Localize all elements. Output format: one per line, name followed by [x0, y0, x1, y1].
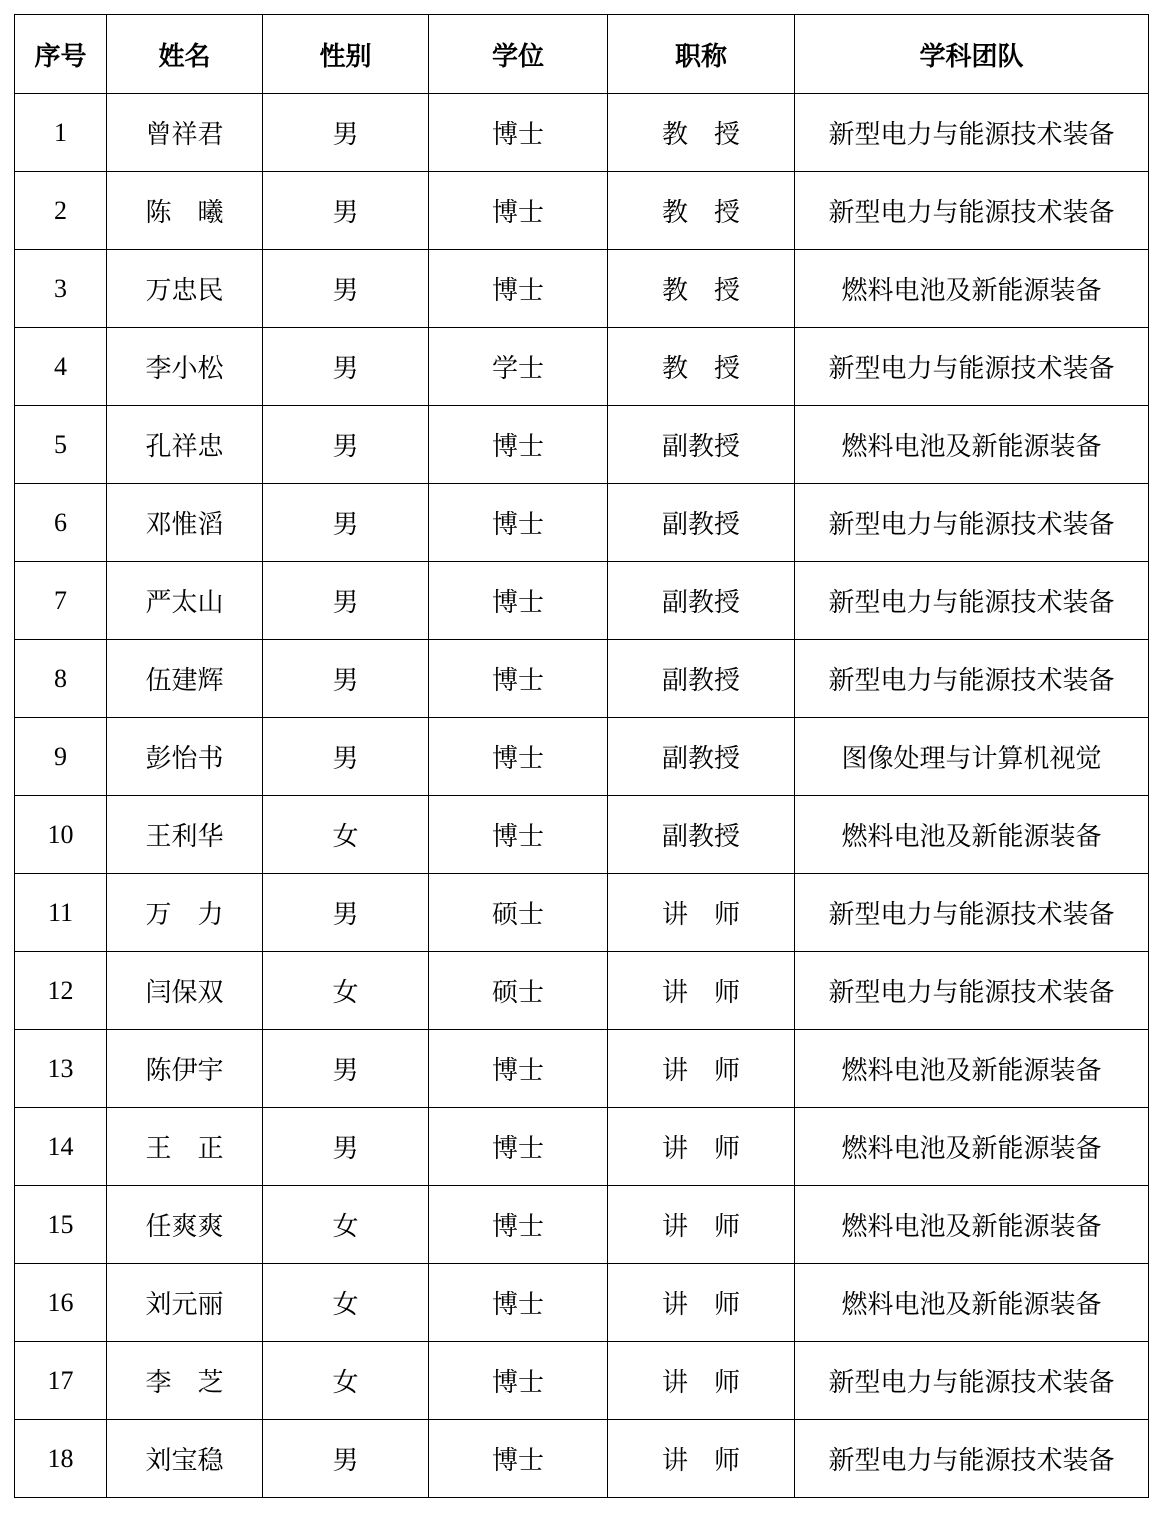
- cell-name: 陈伊宇: [107, 1030, 263, 1108]
- cell-no: 12: [15, 952, 107, 1030]
- header-name: 姓名: [107, 15, 263, 94]
- cell-degree: 博士: [429, 796, 608, 874]
- cell-degree: 博士: [429, 1342, 608, 1420]
- cell-title: 教 授: [608, 250, 795, 328]
- table-row: [15, 1030, 1149, 1108]
- cell-team: 图像处理与计算机视觉: [795, 718, 1149, 796]
- cell-title: 讲 师: [608, 1342, 795, 1420]
- cell-gender: 女: [263, 1264, 429, 1342]
- cell-no: 18: [15, 1420, 107, 1498]
- cell-degree: 博士: [429, 1264, 608, 1342]
- header-row: [15, 15, 1149, 94]
- cell-title: 讲 师: [608, 1420, 795, 1498]
- cell-no: 5: [15, 406, 107, 484]
- cell-gender: 女: [263, 1186, 429, 1264]
- cell-team: 新型电力与能源技术装备: [795, 1342, 1149, 1420]
- cell-name: 万忠民: [107, 250, 263, 328]
- cell-name: 任爽爽: [107, 1186, 263, 1264]
- cell-title: 副教授: [608, 562, 795, 640]
- cell-title: 讲 师: [608, 1186, 795, 1264]
- header-team: 学科团队: [795, 15, 1149, 94]
- table-row: [15, 874, 1149, 952]
- header-no: 序号: [15, 15, 107, 94]
- cell-name: 刘宝稳: [107, 1420, 263, 1498]
- cell-gender: 男: [263, 172, 429, 250]
- cell-no: 8: [15, 640, 107, 718]
- cell-title: 副教授: [608, 484, 795, 562]
- cell-title: 副教授: [608, 796, 795, 874]
- cell-name: 李 芝: [107, 1342, 263, 1420]
- table-row: [15, 484, 1149, 562]
- cell-degree: 博士: [429, 250, 608, 328]
- cell-team: 燃料电池及新能源装备: [795, 1186, 1149, 1264]
- cell-team: 燃料电池及新能源装备: [795, 406, 1149, 484]
- cell-no: 17: [15, 1342, 107, 1420]
- cell-name: 彭怡书: [107, 718, 263, 796]
- cell-title: 副教授: [608, 406, 795, 484]
- table-row: [15, 1186, 1149, 1264]
- cell-no: 16: [15, 1264, 107, 1342]
- cell-degree: 学士: [429, 328, 608, 406]
- cell-name: 闫保双: [107, 952, 263, 1030]
- cell-gender: 男: [263, 406, 429, 484]
- table-row: [15, 328, 1149, 406]
- cell-team: 新型电力与能源技术装备: [795, 640, 1149, 718]
- table-row: [15, 250, 1149, 328]
- cell-team: 新型电力与能源技术装备: [795, 874, 1149, 952]
- cell-no: 3: [15, 250, 107, 328]
- cell-gender: 男: [263, 562, 429, 640]
- cell-name: 严太山: [107, 562, 263, 640]
- cell-gender: 男: [263, 718, 429, 796]
- cell-degree: 博士: [429, 484, 608, 562]
- cell-no: 6: [15, 484, 107, 562]
- cell-no: 4: [15, 328, 107, 406]
- table-row: [15, 1420, 1149, 1498]
- cell-team: 燃料电池及新能源装备: [795, 250, 1149, 328]
- cell-name: 邓惟滔: [107, 484, 263, 562]
- table-row: [15, 1342, 1149, 1420]
- cell-degree: 博士: [429, 94, 608, 172]
- table-row: [15, 406, 1149, 484]
- cell-no: 2: [15, 172, 107, 250]
- header-title: 职称: [608, 15, 795, 94]
- cell-team: 新型电力与能源技术装备: [795, 328, 1149, 406]
- cell-team: 新型电力与能源技术装备: [795, 484, 1149, 562]
- cell-gender: 男: [263, 484, 429, 562]
- table-row: [15, 562, 1149, 640]
- cell-title: 讲 师: [608, 1108, 795, 1186]
- table-body: [15, 94, 1149, 1498]
- cell-name: 刘元丽: [107, 1264, 263, 1342]
- cell-degree: 硕士: [429, 874, 608, 952]
- cell-team: 燃料电池及新能源装备: [795, 1030, 1149, 1108]
- cell-title: 教 授: [608, 172, 795, 250]
- cell-team: 燃料电池及新能源装备: [795, 796, 1149, 874]
- cell-degree: 硕士: [429, 952, 608, 1030]
- cell-degree: 博士: [429, 718, 608, 796]
- cell-no: 10: [15, 796, 107, 874]
- cell-team: 新型电力与能源技术装备: [795, 562, 1149, 640]
- cell-degree: 博士: [429, 562, 608, 640]
- table-header: [15, 15, 1149, 94]
- cell-gender: 男: [263, 1030, 429, 1108]
- cell-title: 讲 师: [608, 1264, 795, 1342]
- cell-title: 副教授: [608, 718, 795, 796]
- cell-gender: 男: [263, 94, 429, 172]
- cell-name: 孔祥忠: [107, 406, 263, 484]
- header-degree: 学位: [429, 15, 608, 94]
- table-row: [15, 94, 1149, 172]
- cell-name: 伍建辉: [107, 640, 263, 718]
- cell-name: 王 正: [107, 1108, 263, 1186]
- staff-table: [14, 14, 1149, 1498]
- cell-title: 教 授: [608, 94, 795, 172]
- table-row: [15, 1108, 1149, 1186]
- cell-gender: 女: [263, 952, 429, 1030]
- table-row: [15, 1264, 1149, 1342]
- cell-gender: 男: [263, 1420, 429, 1498]
- cell-name: 万 力: [107, 874, 263, 952]
- table-row: [15, 718, 1149, 796]
- cell-team: 新型电力与能源技术装备: [795, 172, 1149, 250]
- cell-no: 15: [15, 1186, 107, 1264]
- cell-gender: 男: [263, 1108, 429, 1186]
- cell-title: 讲 师: [608, 952, 795, 1030]
- cell-team: 新型电力与能源技术装备: [795, 952, 1149, 1030]
- cell-title: 教 授: [608, 328, 795, 406]
- cell-title: 讲 师: [608, 874, 795, 952]
- cell-title: 副教授: [608, 640, 795, 718]
- cell-gender: 女: [263, 796, 429, 874]
- cell-name: 陈 曦: [107, 172, 263, 250]
- cell-degree: 博士: [429, 1108, 608, 1186]
- cell-team: 新型电力与能源技术装备: [795, 94, 1149, 172]
- cell-degree: 博士: [429, 640, 608, 718]
- cell-degree: 博士: [429, 1186, 608, 1264]
- cell-no: 11: [15, 874, 107, 952]
- cell-gender: 男: [263, 250, 429, 328]
- cell-team: 燃料电池及新能源装备: [795, 1108, 1149, 1186]
- table-row: [15, 640, 1149, 718]
- cell-team: 燃料电池及新能源装备: [795, 1264, 1149, 1342]
- cell-no: 1: [15, 94, 107, 172]
- cell-no: 13: [15, 1030, 107, 1108]
- table-row: [15, 172, 1149, 250]
- cell-gender: 男: [263, 874, 429, 952]
- cell-gender: 女: [263, 1342, 429, 1420]
- cell-no: 9: [15, 718, 107, 796]
- header-gender: 性别: [263, 15, 429, 94]
- cell-team: 新型电力与能源技术装备: [795, 1420, 1149, 1498]
- cell-degree: 博士: [429, 1420, 608, 1498]
- cell-name: 曾祥君: [107, 94, 263, 172]
- cell-no: 7: [15, 562, 107, 640]
- cell-no: 14: [15, 1108, 107, 1186]
- cell-degree: 博士: [429, 1030, 608, 1108]
- table-row: [15, 952, 1149, 1030]
- cell-name: 王利华: [107, 796, 263, 874]
- cell-degree: 博士: [429, 406, 608, 484]
- cell-gender: 男: [263, 328, 429, 406]
- cell-degree: 博士: [429, 172, 608, 250]
- table-row: [15, 796, 1149, 874]
- cell-name: 李小松: [107, 328, 263, 406]
- cell-title: 讲 师: [608, 1030, 795, 1108]
- cell-gender: 男: [263, 640, 429, 718]
